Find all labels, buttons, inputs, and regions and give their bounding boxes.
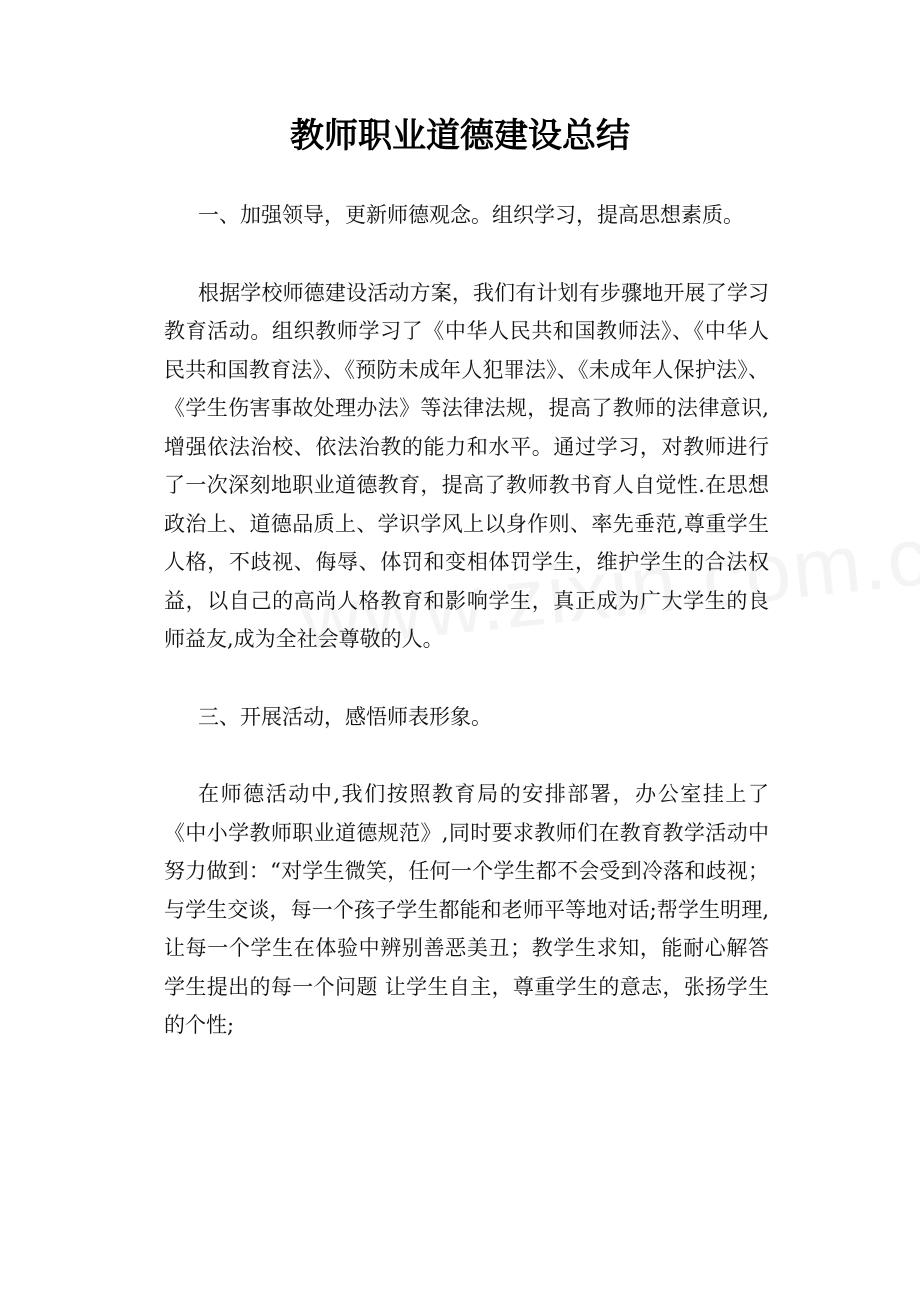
section-paragraph-3: 在师德活动中,我们按照教育局的安排部署，办公室挂上了《中小学教师职业道德规范》,同时要求教师们在教育教学活动中努力做到：“对学生微笑，任何一个学生都不会受到冷落和歧视；与学生交谈，每一个孩子学生都能和老师平等地对话;帮学生明理,让每一个学生在体验中辨别善恶美丑；教学生求知，能耐心解答学生提出的每一个问题 让学生自主，尊重学生的意志，张扬学生的个性; xyxy=(164,782,769,1037)
document-body xyxy=(164,196,769,1084)
document-title: 教师职业道德建设总结 xyxy=(290,116,630,156)
section-paragraph-1: 根据学校师德建设活动方案，我们有计划有步骤地开展了学习教育活动。组织教师学习了《中华人民共和国教师法》、《中华人民共和国教育法》、《预防未成年人犯罪法》、《未成年人保护法》、《学生伤害事故处理办法》等法律法规，提高了教师的法律意识,增强依法治校、依法治教的能力和水平。通过学习，对教师进行了一次深刻地职业道德教育，提高了教师教书育人自觉性.在思想政治上、道德品质上、学识学风上以身作则、率先垂范,尊重学生人格，不歧视、侮辱、体罚和变相体罚学生，维护学生的合法权益，以自己的高尚人格教育和影响学生，真正成为广大学生的良师益友,成为全社会尊敬的人。 xyxy=(164,280,769,651)
section-heading-3: 三、开展活动，感悟师表形象。 xyxy=(198,704,492,729)
section-heading-1: 一、加强领导，更新师德观念。组织学习，提高思想素质。 xyxy=(198,203,744,227)
